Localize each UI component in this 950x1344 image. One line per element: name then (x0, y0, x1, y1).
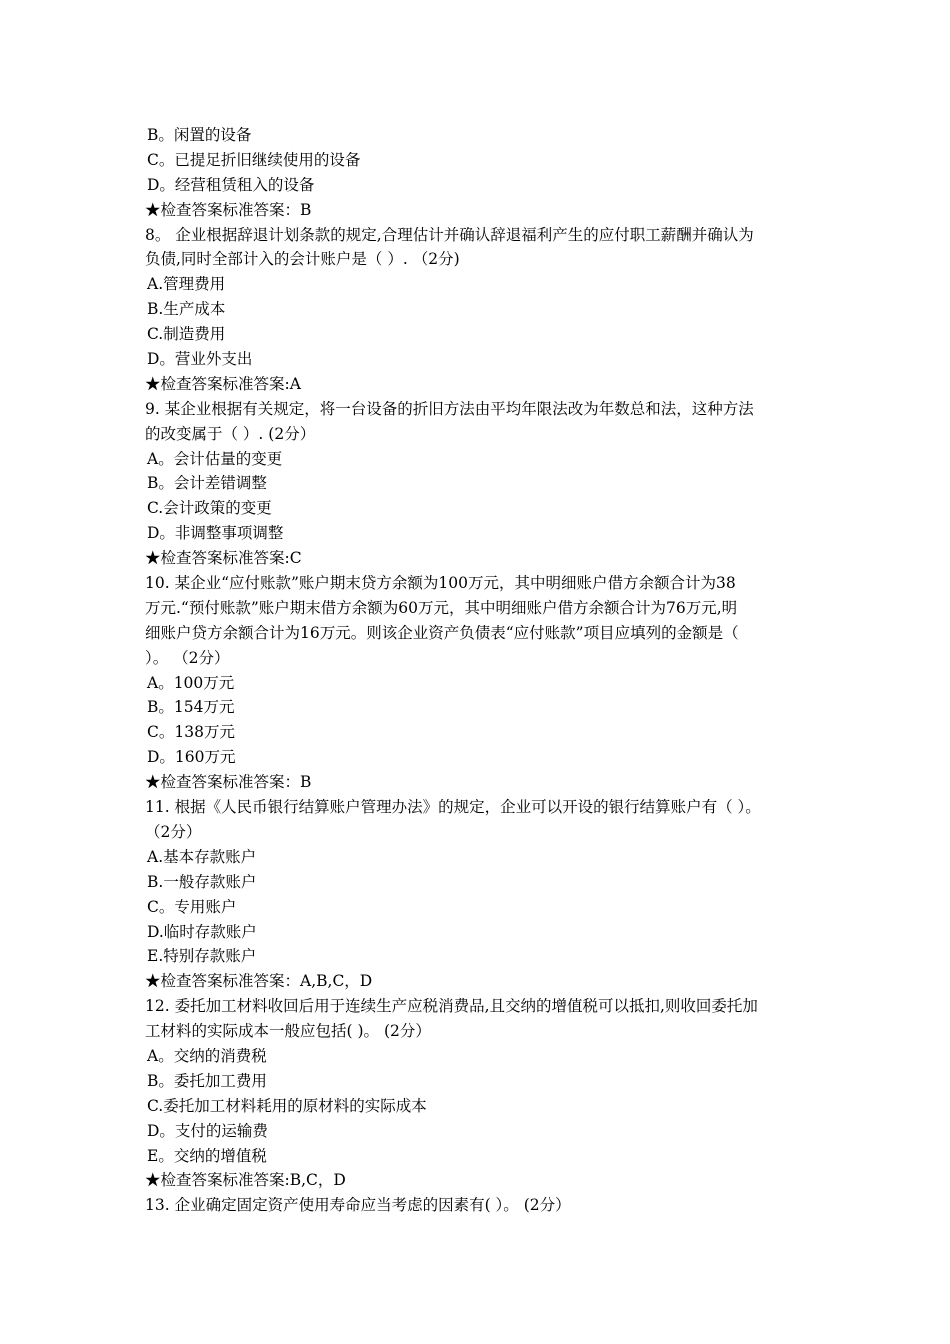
answer-option: D。160万元 (147, 748, 236, 767)
answer-option: B。会计差错调整 (147, 474, 267, 493)
answer-option: A。交纳的消费税 (147, 1046, 267, 1065)
question-text: 细账户贷方余额合计为16万元。则该企业资产负债表“应付账款”项目应填列的金额是（ (145, 623, 739, 642)
answer-option: C。138万元 (147, 723, 235, 742)
answer-key-line: ★检查答案标准答案:A (145, 374, 301, 393)
answer-key-line: ★检查答案标准答案:C (145, 549, 302, 568)
answer-option: E。交纳的增值税 (147, 1146, 267, 1165)
question-text: 11. 根据《人民币银行结算账户管理办法》的规定，企业可以开设的银行结算账户有（ ）。 (145, 798, 761, 817)
answer-option: B。闲置的设备 (147, 126, 252, 144)
question-text: 负债,同时全部计入的会计账户是（ ）. （2分) (145, 250, 460, 269)
question-text: 13. 企业确定固定资产使用寿命应当考虑的因素有( ）。 (2分） (145, 1196, 571, 1215)
answer-option: C。专用账户 (147, 897, 237, 916)
question-text: 12. 委托加工材料收回后用于连续生产应税消费品,且交纳的增值税可以抵扣,则收回委托加 (145, 997, 758, 1016)
question-text: 9. 某企业根据有关规定，将一台设备的折旧方法由平均年限法改为年数总和法，这种方法 (145, 399, 754, 418)
answer-key-line: ★检查答案标准答案：B (145, 200, 312, 219)
question-text: 万元.“预付账款”账户期末借方余额为60万元，其中明细账户借方余额合计为76万元,明 (145, 598, 738, 617)
answer-option: A。会计估量的变更 (147, 449, 283, 468)
question-text: 工材料的实际成本一般应包括( )。 (2分） (145, 1022, 431, 1041)
answer-option: A。100万元 (147, 673, 235, 692)
answer-option: B.生产成本 (147, 300, 226, 319)
answer-key-line: ★检查答案标准答案：A,B,C，D (145, 972, 373, 991)
answer-option: C。已提足折旧继续使用的设备 (147, 150, 361, 169)
answer-option: E.特别存款账户 (147, 947, 257, 966)
answer-option: D.临时存款账户 (147, 922, 257, 941)
answer-option: C.会计政策的变更 (147, 499, 272, 518)
question-text: 10. 某企业“应付账款”账户期末贷方余额为100万元，其中明细账户借方余额合计为38 (145, 574, 736, 593)
answer-option: D。非调整事项调整 (147, 524, 284, 543)
answer-option: C.委托加工材料耗用的原材料的实际成本 (147, 1096, 427, 1115)
question-text: （2分） (145, 822, 202, 841)
question-text: ）。 （2分） (145, 648, 230, 667)
answer-option: A.管理费用 (147, 275, 226, 294)
answer-key-line: ★检查答案标准答案:B,C，D (145, 1171, 346, 1190)
answer-option: B。154万元 (147, 698, 235, 717)
answer-key-line: ★检查答案标准答案：B (145, 773, 312, 792)
answer-option: D。营业外支出 (147, 350, 253, 369)
answer-option: D。支付的运输费 (147, 1121, 268, 1140)
answer-option: D。经营租赁租入的设备 (147, 175, 315, 194)
answer-option: C.制造费用 (147, 325, 226, 344)
question-text: 8。 企业根据辞退计划条款的规定,合理估计并确认辞退福利产生的应付职工薪酬并确认为 (145, 225, 754, 244)
answer-option: A.基本存款账户 (147, 847, 257, 866)
answer-option: B.一般存款账户 (147, 872, 257, 891)
question-text: 的改变属于（ ）. (2分） (145, 424, 316, 443)
answer-option: B。委托加工费用 (147, 1071, 267, 1090)
document-page (145, 123, 825, 1218)
